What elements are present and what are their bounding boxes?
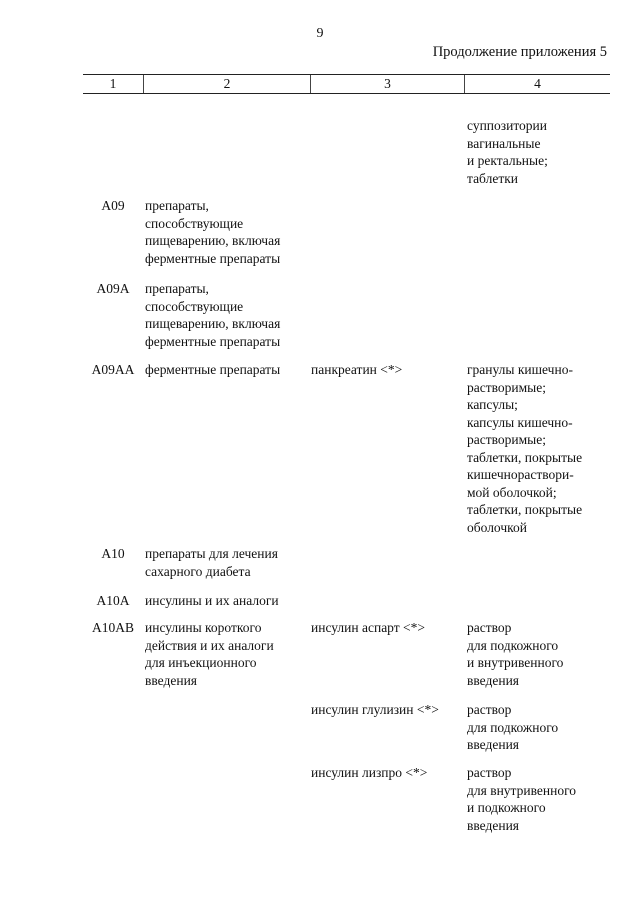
drug-name-cell: инсулин лизпро <*> — [311, 765, 428, 780]
dosage-form-cell: раствор для подкожного введения — [467, 702, 559, 752]
group-name-cell: инсулины короткого действия и их аналоги для инъекционного введения — [145, 620, 274, 688]
table-row — [83, 197, 610, 280]
table-row — [83, 545, 610, 592]
table-row — [83, 701, 610, 764]
atc-code-cell: A10A — [96, 593, 130, 608]
group-name-cell: инсулины и их аналоги — [145, 593, 279, 608]
header-cell-1: 1 — [109, 76, 117, 91]
dosage-form-cell: гранулы кишечно- растворимые; капсулы; капсулы кишечно- растворимые; таблетки, покрытые кишечнораствори- мой оболочкой; таблетки, покрытые оболочкой — [467, 362, 583, 535]
drug-name-cell: панкреатин <*> — [311, 362, 403, 377]
group-name-cell: ферментные препараты — [145, 362, 281, 377]
dosage-form-cell: раствор для подкожного и внутривенного введения — [467, 620, 564, 688]
group-name-cell: препараты, способствующие пищеварению, включая ферментные препараты — [145, 198, 281, 266]
table-row — [83, 764, 610, 836]
table-row — [83, 592, 610, 619]
table-row — [83, 619, 610, 701]
group-name-cell: препараты для лечения сахарного диабета — [145, 546, 278, 579]
dosage-form-cell: раствор для внутривенного и подкожного введения — [467, 765, 577, 833]
drug-name-cell: инсулин глулизин <*> — [311, 702, 439, 717]
table-row — [83, 117, 610, 197]
header-cell-4: 4 — [534, 76, 541, 91]
atc-code-cell: A10AB — [91, 620, 134, 635]
atc-code-cell: A09A — [96, 281, 130, 296]
atc-code-cell: A09 — [101, 198, 125, 213]
table-row — [83, 361, 610, 545]
drug-name-cell: инсулин аспарт <*> — [311, 620, 426, 635]
header-cell-3: 3 — [384, 76, 391, 91]
page-number: 9 — [316, 26, 324, 41]
group-name-cell: препараты, способствующие пищеварению, включая ферментные препараты — [145, 281, 281, 349]
table-body — [83, 117, 610, 836]
atc-code-cell: A10 — [101, 546, 125, 561]
continuation-title: Продолжение приложения 5 — [432, 44, 607, 60]
table-header — [83, 74, 610, 94]
atc-code-cell: A09AA — [91, 362, 135, 377]
table-row — [83, 280, 610, 361]
dosage-form-cell: суппозитории вагинальные и ректальные; таблетки — [467, 118, 548, 186]
header-cell-2: 2 — [223, 76, 231, 91]
